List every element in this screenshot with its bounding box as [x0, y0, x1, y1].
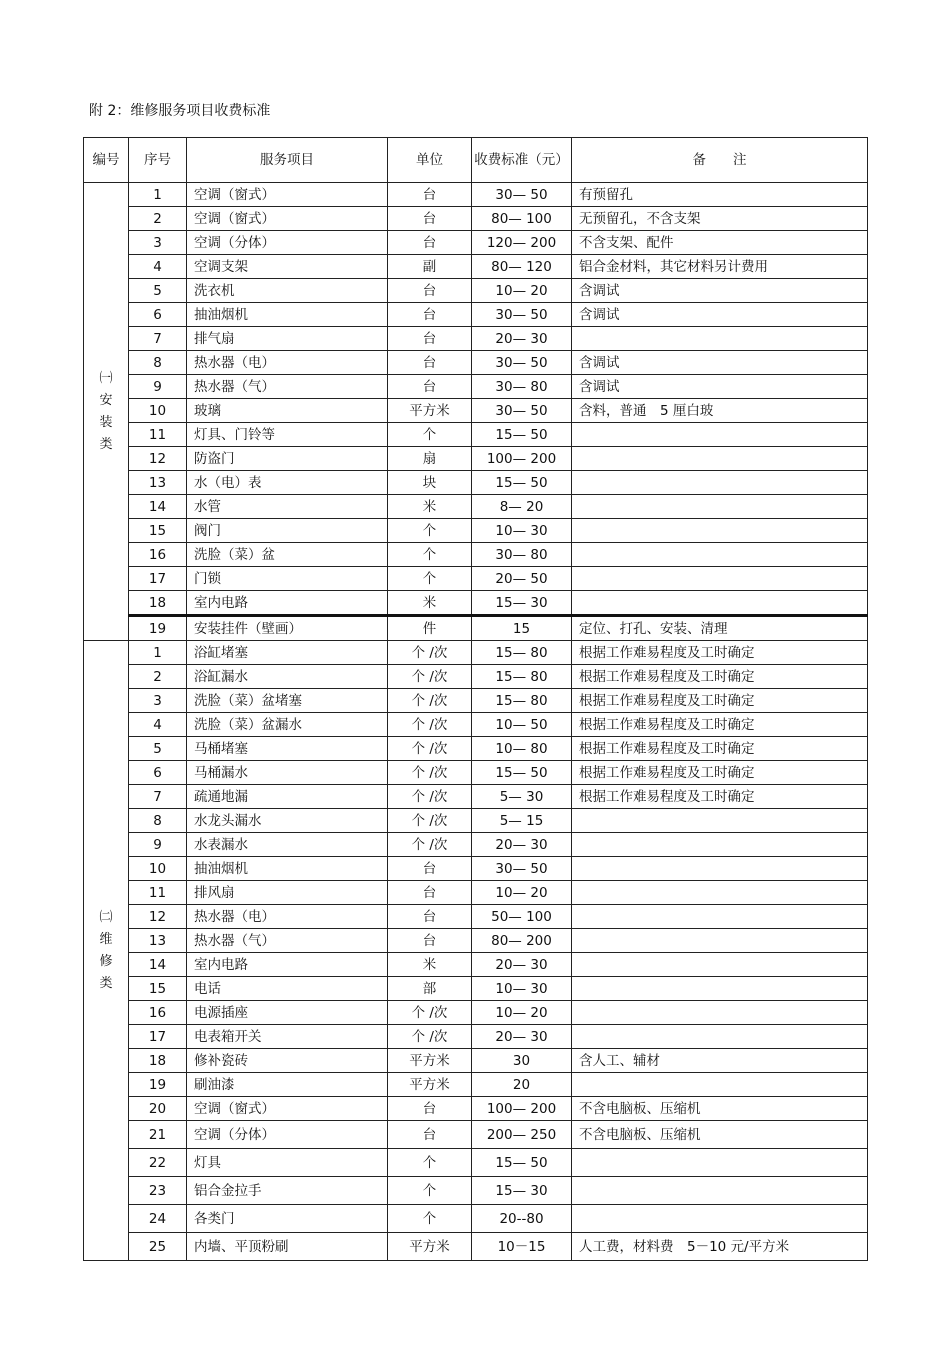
- cell-seq: 25: [129, 1233, 187, 1261]
- cell-remark: [572, 423, 868, 447]
- cell-unit: 米: [388, 591, 472, 616]
- fee-table: [83, 137, 868, 1261]
- table-row: [84, 641, 868, 665]
- cell-item: 洗脸（菜）盆: [187, 543, 388, 567]
- cell-fee: 80— 100: [472, 207, 572, 231]
- category-char: 安: [99, 392, 113, 408]
- cell-seq: 14: [129, 495, 187, 519]
- cell-fee: 20— 30: [472, 1025, 572, 1049]
- cell-unit: 台: [388, 375, 472, 399]
- cell-remark: 无预留孔，不含支架: [572, 207, 868, 231]
- cell-seq: 6: [129, 303, 187, 327]
- cell-fee: 30— 50: [472, 857, 572, 881]
- cell-item: 热水器（气）: [187, 929, 388, 953]
- category-label: [84, 183, 129, 641]
- table-row: [84, 1149, 868, 1177]
- table-row: [84, 1097, 868, 1121]
- cell-fee: 8— 20: [472, 495, 572, 519]
- cell-seq: 3: [129, 689, 187, 713]
- cell-unit: 台: [388, 905, 472, 929]
- cell-unit: 台: [388, 231, 472, 255]
- cell-item: 洗脸（菜）盆堵塞: [187, 689, 388, 713]
- cell-remark: [572, 519, 868, 543]
- table-row: [84, 351, 868, 375]
- cell-remark: 不含支架、配件: [572, 231, 868, 255]
- cell-item: 水（电）表: [187, 471, 388, 495]
- cell-fee: 10－15: [472, 1233, 572, 1261]
- cell-item: 电话: [187, 977, 388, 1001]
- cell-remark: [572, 471, 868, 495]
- cell-unit: 个 /次: [388, 833, 472, 857]
- cell-remark: [572, 591, 868, 616]
- table-row: [84, 399, 868, 423]
- cell-seq: 10: [129, 399, 187, 423]
- cell-item: 水龙头漏水: [187, 809, 388, 833]
- cell-item: 空调（分体）: [187, 1121, 388, 1149]
- cell-seq: 11: [129, 881, 187, 905]
- cell-seq: 12: [129, 447, 187, 471]
- table-row: [84, 977, 868, 1001]
- cell-unit: 个 /次: [388, 761, 472, 785]
- cell-fee: 10— 20: [472, 1001, 572, 1025]
- cell-remark: 有预留孔: [572, 183, 868, 207]
- table-row: [84, 665, 868, 689]
- cell-seq: 18: [129, 591, 187, 616]
- table-row: [84, 567, 868, 591]
- cell-seq: 2: [129, 207, 187, 231]
- cell-remark: [572, 857, 868, 881]
- cell-unit: 个: [388, 519, 472, 543]
- cell-remark: 根据工作难易程度及工时确定: [572, 641, 868, 665]
- table-row: [84, 207, 868, 231]
- table-row: [84, 231, 868, 255]
- cell-unit: 扇: [388, 447, 472, 471]
- cell-seq: 17: [129, 1025, 187, 1049]
- table-header-row: [84, 138, 868, 183]
- cell-item: 安装挂件（壁画）: [187, 616, 388, 641]
- cell-unit: 个: [388, 1149, 472, 1177]
- cell-item: 水表漏水: [187, 833, 388, 857]
- cell-unit: 副: [388, 255, 472, 279]
- cell-seq: 8: [129, 351, 187, 375]
- cell-item: 空调（窗式）: [187, 183, 388, 207]
- table-row: [84, 905, 868, 929]
- cell-fee: 15— 80: [472, 641, 572, 665]
- cell-item: 阀门: [187, 519, 388, 543]
- cell-seq: 19: [129, 1073, 187, 1097]
- cell-unit: 个: [388, 423, 472, 447]
- cell-fee: 10— 20: [472, 279, 572, 303]
- cell-item: 浴缸漏水: [187, 665, 388, 689]
- table-row: [84, 881, 868, 905]
- header-fee: 收费标准（元）: [472, 138, 572, 183]
- cell-item: 热水器（电）: [187, 351, 388, 375]
- cell-fee: 15: [472, 616, 572, 641]
- cell-fee: 15— 50: [472, 1149, 572, 1177]
- header-remark: 备 注: [572, 138, 868, 183]
- cell-fee: 100— 200: [472, 1097, 572, 1121]
- cell-fee: 10— 30: [472, 519, 572, 543]
- cell-item: 马桶漏水: [187, 761, 388, 785]
- cell-unit: 平方米: [388, 1049, 472, 1073]
- cell-item: 空调（分体）: [187, 231, 388, 255]
- cell-remark: 根据工作难易程度及工时确定: [572, 689, 868, 713]
- cell-fee: 15— 50: [472, 761, 572, 785]
- table-row: [84, 689, 868, 713]
- cell-fee: 15— 80: [472, 665, 572, 689]
- cell-remark: [572, 567, 868, 591]
- cell-seq: 5: [129, 279, 187, 303]
- header-code: 编号: [84, 138, 129, 183]
- cell-remark: 定位、打孔、安装、清理: [572, 616, 868, 641]
- cell-item: 电源插座: [187, 1001, 388, 1025]
- table-row: [84, 591, 868, 616]
- cell-fee: 15— 50: [472, 423, 572, 447]
- header-unit: 单位: [388, 138, 472, 183]
- cell-remark: 铝合金材料，其它材料另计费用: [572, 255, 868, 279]
- cell-item: 灯具、门铃等: [187, 423, 388, 447]
- cell-fee: 15— 80: [472, 689, 572, 713]
- cell-fee: 30— 80: [472, 543, 572, 567]
- cell-item: 排气扇: [187, 327, 388, 351]
- cell-remark: [572, 809, 868, 833]
- category-char: ㈡: [99, 909, 113, 925]
- cell-fee: 15— 50: [472, 471, 572, 495]
- category-char: 类: [99, 975, 113, 991]
- cell-remark: [572, 447, 868, 471]
- cell-unit: 个: [388, 543, 472, 567]
- cell-seq: 13: [129, 471, 187, 495]
- cell-fee: 20— 30: [472, 953, 572, 977]
- cell-seq: 24: [129, 1205, 187, 1233]
- cell-remark: [572, 1149, 868, 1177]
- cell-seq: 17: [129, 567, 187, 591]
- cell-unit: 个 /次: [388, 737, 472, 761]
- cell-fee: 30— 80: [472, 375, 572, 399]
- cell-fee: 30— 50: [472, 183, 572, 207]
- cell-seq: 2: [129, 665, 187, 689]
- cell-item: 玻璃: [187, 399, 388, 423]
- cell-seq: 12: [129, 905, 187, 929]
- cell-unit: 个 /次: [388, 1025, 472, 1049]
- cell-seq: 4: [129, 713, 187, 737]
- cell-fee: 80— 200: [472, 929, 572, 953]
- table-row: [84, 255, 868, 279]
- cell-remark: [572, 905, 868, 929]
- cell-item: 铝合金拉手: [187, 1177, 388, 1205]
- cell-remark: [572, 929, 868, 953]
- cell-seq: 7: [129, 785, 187, 809]
- category-char: 类: [99, 436, 113, 452]
- cell-fee: 15— 30: [472, 591, 572, 616]
- cell-item: 室内电路: [187, 953, 388, 977]
- cell-unit: 平方米: [388, 1233, 472, 1261]
- cell-remark: [572, 495, 868, 519]
- cell-fee: 120— 200: [472, 231, 572, 255]
- table-row: [84, 327, 868, 351]
- cell-item: 灯具: [187, 1149, 388, 1177]
- cell-unit: 台: [388, 327, 472, 351]
- cell-seq: 14: [129, 953, 187, 977]
- document-title: 附 2：维修服务项目收费标准: [89, 103, 271, 119]
- cell-unit: 平方米: [388, 1073, 472, 1097]
- cell-fee: 10— 30: [472, 977, 572, 1001]
- category-char: 装: [99, 414, 113, 430]
- table-row: [84, 616, 868, 641]
- cell-fee: 100— 200: [472, 447, 572, 471]
- cell-seq: 19: [129, 616, 187, 641]
- cell-fee: 20— 30: [472, 833, 572, 857]
- cell-unit: 台: [388, 207, 472, 231]
- cell-unit: 个 /次: [388, 665, 472, 689]
- cell-item: 热水器（电）: [187, 905, 388, 929]
- table-row: [84, 1121, 868, 1149]
- cell-unit: 台: [388, 351, 472, 375]
- cell-remark: 根据工作难易程度及工时确定: [572, 737, 868, 761]
- cell-unit: 块: [388, 471, 472, 495]
- cell-fee: 30— 50: [472, 303, 572, 327]
- cell-unit: 台: [388, 183, 472, 207]
- cell-item: 洗脸（菜）盆漏水: [187, 713, 388, 737]
- table-row: [84, 1025, 868, 1049]
- cell-unit: 台: [388, 881, 472, 905]
- cell-fee: 30: [472, 1049, 572, 1073]
- cell-seq: 3: [129, 231, 187, 255]
- cell-fee: 15— 30: [472, 1177, 572, 1205]
- cell-unit: 台: [388, 929, 472, 953]
- cell-remark: [572, 543, 868, 567]
- cell-seq: 21: [129, 1121, 187, 1149]
- table-row: [84, 495, 868, 519]
- cell-fee: 20--80: [472, 1205, 572, 1233]
- header-item: 服务项目: [187, 138, 388, 183]
- cell-seq: 10: [129, 857, 187, 881]
- cell-seq: 5: [129, 737, 187, 761]
- cell-fee: 10— 20: [472, 881, 572, 905]
- cell-remark: [572, 1073, 868, 1097]
- cell-remark: [572, 953, 868, 977]
- cell-seq: 4: [129, 255, 187, 279]
- cell-remark: 含调试: [572, 375, 868, 399]
- cell-remark: [572, 833, 868, 857]
- cell-seq: 9: [129, 833, 187, 857]
- table-row: [84, 471, 868, 495]
- cell-unit: 台: [388, 279, 472, 303]
- cell-remark: 含料，普通 5 厘白玻: [572, 399, 868, 423]
- cell-fee: 20: [472, 1073, 572, 1097]
- cell-item: 疏通地漏: [187, 785, 388, 809]
- cell-item: 水管: [187, 495, 388, 519]
- cell-remark: [572, 1001, 868, 1025]
- table-row: [84, 1205, 868, 1233]
- table-row: [84, 303, 868, 327]
- cell-unit: 个 /次: [388, 713, 472, 737]
- cell-unit: 个 /次: [388, 641, 472, 665]
- cell-unit: 个: [388, 567, 472, 591]
- cell-item: 马桶堵塞: [187, 737, 388, 761]
- cell-seq: 15: [129, 977, 187, 1001]
- table-row: [84, 1049, 868, 1073]
- table-row: [84, 929, 868, 953]
- table-row: [84, 375, 868, 399]
- table-row: [84, 857, 868, 881]
- category-char: 修: [99, 953, 113, 969]
- category-char: ㈠: [99, 370, 113, 386]
- cell-item: 门锁: [187, 567, 388, 591]
- table-row: [84, 809, 868, 833]
- table-row: [84, 785, 868, 809]
- cell-unit: 米: [388, 953, 472, 977]
- cell-remark: [572, 1205, 868, 1233]
- cell-seq: 22: [129, 1149, 187, 1177]
- table-row: [84, 953, 868, 977]
- cell-remark: 根据工作难易程度及工时确定: [572, 761, 868, 785]
- cell-fee: 30— 50: [472, 351, 572, 375]
- cell-unit: 台: [388, 1097, 472, 1121]
- cell-item: 抽油烟机: [187, 857, 388, 881]
- table-row: [84, 1001, 868, 1025]
- cell-remark: 根据工作难易程度及工时确定: [572, 713, 868, 737]
- cell-fee: 20— 50: [472, 567, 572, 591]
- cell-fee: 50— 100: [472, 905, 572, 929]
- cell-remark: 不含电脑板、压缩机: [572, 1097, 868, 1121]
- cell-seq: 16: [129, 543, 187, 567]
- cell-seq: 20: [129, 1097, 187, 1121]
- table-row: [84, 423, 868, 447]
- cell-remark: 根据工作难易程度及工时确定: [572, 665, 868, 689]
- cell-item: 刷油漆: [187, 1073, 388, 1097]
- cell-fee: 5— 30: [472, 785, 572, 809]
- cell-seq: 7: [129, 327, 187, 351]
- cell-item: 内墙、平顶粉刷: [187, 1233, 388, 1261]
- cell-remark: [572, 881, 868, 905]
- table-row: [84, 833, 868, 857]
- cell-item: 空调（窗式）: [187, 1097, 388, 1121]
- cell-fee: 10— 80: [472, 737, 572, 761]
- cell-item: 修补瓷砖: [187, 1049, 388, 1073]
- cell-remark: 含人工、辅材: [572, 1049, 868, 1073]
- cell-item: 空调（窗式）: [187, 207, 388, 231]
- cell-unit: 个: [388, 1205, 472, 1233]
- cell-seq: 16: [129, 1001, 187, 1025]
- cell-item: 抽油烟机: [187, 303, 388, 327]
- cell-unit: 米: [388, 495, 472, 519]
- cell-item: 电表箱开关: [187, 1025, 388, 1049]
- cell-seq: 9: [129, 375, 187, 399]
- table-row: [84, 737, 868, 761]
- cell-unit: 件: [388, 616, 472, 641]
- cell-remark: [572, 1177, 868, 1205]
- table-row: [84, 1177, 868, 1205]
- cell-unit: 个 /次: [388, 689, 472, 713]
- cell-remark: [572, 327, 868, 351]
- category-label: [84, 641, 129, 1261]
- category-char: 维: [99, 931, 113, 947]
- cell-seq: 6: [129, 761, 187, 785]
- cell-fee: 30— 50: [472, 399, 572, 423]
- cell-seq: 1: [129, 183, 187, 207]
- cell-seq: 11: [129, 423, 187, 447]
- cell-remark: 含调试: [572, 279, 868, 303]
- cell-item: 排风扇: [187, 881, 388, 905]
- cell-seq: 23: [129, 1177, 187, 1205]
- cell-seq: 18: [129, 1049, 187, 1073]
- cell-item: 洗衣机: [187, 279, 388, 303]
- cell-item: 浴缸堵塞: [187, 641, 388, 665]
- cell-unit: 部: [388, 977, 472, 1001]
- cell-unit: 台: [388, 857, 472, 881]
- cell-remark: 含调试: [572, 303, 868, 327]
- table-row: [84, 1233, 868, 1261]
- cell-item: 各类门: [187, 1205, 388, 1233]
- cell-fee: 20— 30: [472, 327, 572, 351]
- table-row: [84, 543, 868, 567]
- cell-seq: 13: [129, 929, 187, 953]
- cell-fee: 10— 50: [472, 713, 572, 737]
- cell-unit: 台: [388, 1121, 472, 1149]
- cell-seq: 1: [129, 641, 187, 665]
- cell-remark: 根据工作难易程度及工时确定: [572, 785, 868, 809]
- header-seq: 序号: [129, 138, 187, 183]
- cell-unit: 个 /次: [388, 785, 472, 809]
- table-row: [84, 761, 868, 785]
- cell-item: 热水器（气）: [187, 375, 388, 399]
- table-row: [84, 183, 868, 207]
- cell-unit: 个 /次: [388, 1001, 472, 1025]
- cell-remark: [572, 977, 868, 1001]
- cell-remark: [572, 1025, 868, 1049]
- cell-unit: 个 /次: [388, 809, 472, 833]
- cell-remark: 人工费，材料费 5－10 元/平方米: [572, 1233, 868, 1261]
- cell-seq: 8: [129, 809, 187, 833]
- cell-remark: 含调试: [572, 351, 868, 375]
- cell-unit: 个: [388, 1177, 472, 1205]
- cell-item: 室内电路: [187, 591, 388, 616]
- cell-fee: 80— 120: [472, 255, 572, 279]
- cell-remark: 不含电脑板、压缩机: [572, 1121, 868, 1149]
- cell-item: 空调支架: [187, 255, 388, 279]
- cell-fee: 5— 15: [472, 809, 572, 833]
- cell-unit: 平方米: [388, 399, 472, 423]
- table-row: [84, 447, 868, 471]
- cell-unit: 台: [388, 303, 472, 327]
- cell-item: 防盗门: [187, 447, 388, 471]
- table-row: [84, 519, 868, 543]
- cell-fee: 200— 250: [472, 1121, 572, 1149]
- table-row: [84, 1073, 868, 1097]
- table-row: [84, 279, 868, 303]
- table-row: [84, 713, 868, 737]
- cell-seq: 15: [129, 519, 187, 543]
